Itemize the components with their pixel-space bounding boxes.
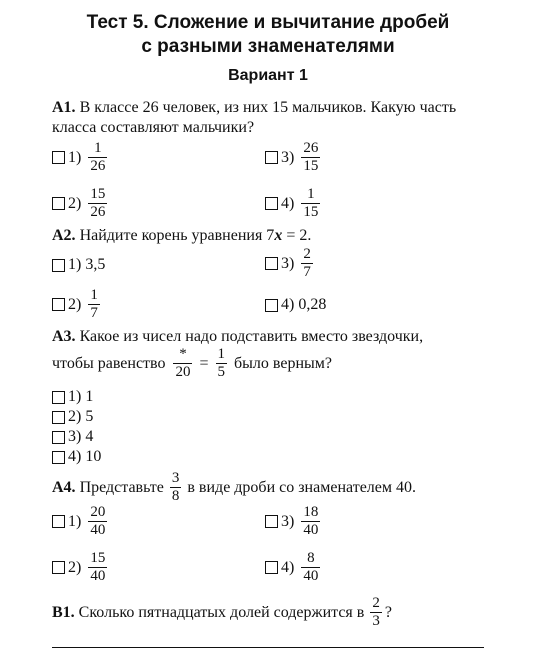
question-a4-label: А4. [52, 478, 76, 496]
variant-heading: Вариант 1 [228, 67, 308, 84]
checkbox[interactable] [265, 151, 278, 164]
a1-option-2[interactable] [52, 186, 110, 221]
numerator: 1 [307, 186, 315, 202]
denominator: 40 [90, 522, 106, 538]
question-a1 [52, 98, 456, 118]
denominator: 40 [90, 568, 106, 584]
question-a1-text-1: В классе 26 человек, из них 15 мальчиков. Какую часть [79, 99, 457, 116]
question-a2-text-end: = 2. [282, 227, 312, 244]
fraction [301, 550, 320, 585]
fraction [88, 287, 100, 322]
fraction [88, 550, 107, 585]
denominator: 15 [303, 158, 319, 174]
checkbox[interactable] [265, 197, 278, 210]
denominator: 7 [90, 305, 98, 321]
numerator: 8 [307, 550, 315, 566]
numerator: 1 [217, 346, 226, 362]
option-number: 4) [281, 296, 295, 313]
option-number: 4) [281, 194, 295, 212]
checkbox[interactable] [52, 259, 65, 272]
option-value: 5 [85, 408, 94, 425]
denominator: 26 [90, 158, 106, 174]
question-b1 [52, 595, 392, 630]
numerator: * [179, 346, 187, 362]
question-a3-text-2-start: чтобы равенство [52, 354, 166, 372]
option-number: 1) [68, 388, 82, 405]
checkbox[interactable] [52, 431, 65, 444]
test-title-line-2: с разными знаменателями [141, 36, 395, 57]
option-value: 3,5 [85, 256, 106, 273]
numerator: 1 [90, 287, 98, 303]
a3-option-2[interactable] [52, 408, 93, 426]
denominator: 20 [175, 364, 191, 380]
question-b1-label: В1. [52, 603, 75, 621]
option-number: 2) [68, 408, 82, 425]
numerator: 2 [372, 595, 380, 611]
option-number: 3) [281, 148, 295, 166]
question-a1-label: А1. [52, 99, 76, 116]
option-number: 3) [281, 512, 295, 530]
checkbox[interactable] [265, 515, 278, 528]
denominator: 7 [303, 264, 311, 280]
a4-option-2[interactable] [52, 550, 110, 585]
numerator: 15 [90, 550, 106, 566]
denominator: 5 [217, 364, 226, 380]
a4-option-1[interactable] [52, 504, 110, 539]
option-value: 0,28 [298, 296, 327, 313]
fraction-one-fifth [216, 346, 228, 381]
option-number: 4) [281, 558, 295, 576]
numerator: 1 [94, 140, 102, 156]
option-value: 4 [85, 428, 94, 445]
question-a2-label: А2. [52, 227, 76, 244]
checkbox[interactable] [265, 561, 278, 574]
fraction [301, 140, 320, 175]
numerator: 15 [90, 186, 106, 202]
checkbox[interactable] [265, 299, 278, 312]
a2-option-2[interactable] [52, 287, 103, 322]
option-number: 2) [68, 194, 82, 212]
fraction-two-thirds [370, 595, 382, 630]
option-number: 3) [68, 428, 82, 445]
option-number: 2) [68, 295, 82, 313]
numerator: 3 [171, 470, 180, 486]
a4-option-3[interactable] [265, 504, 323, 539]
variable-x: x [274, 227, 283, 244]
question-a3-label: А3. [52, 328, 76, 345]
denominator: 3 [372, 613, 380, 629]
question-b1-text-start: Сколько пятнадцатых долей содержится в [78, 603, 365, 621]
option-number: 2) [68, 558, 82, 576]
denominator: 8 [171, 488, 180, 504]
fraction-star-over-20 [173, 346, 192, 381]
option-number: 3) [281, 254, 295, 272]
checkbox[interactable] [52, 411, 65, 424]
a3-option-1[interactable] [52, 388, 93, 406]
a2-option-1[interactable] [52, 256, 105, 274]
option-number: 1) [68, 148, 82, 166]
denominator: 26 [90, 204, 106, 220]
option-value: 10 [85, 448, 102, 465]
denominator: 15 [303, 204, 319, 220]
checkbox[interactable] [52, 151, 65, 164]
fraction [301, 246, 313, 281]
a2-option-3[interactable] [265, 246, 316, 281]
fraction [301, 504, 320, 539]
checkbox[interactable] [52, 515, 65, 528]
numerator: 18 [303, 504, 319, 520]
answer-line [52, 647, 484, 648]
numerator: 2 [303, 246, 311, 262]
numerator: 20 [90, 504, 106, 520]
question-a4-text-end: в виде дроби со знаменателем 40. [187, 478, 416, 496]
question-a2-text: Найдите корень уравнения 7 [79, 227, 275, 244]
fraction [88, 140, 107, 175]
denominator: 40 [303, 522, 319, 538]
fraction [301, 186, 320, 221]
question-a4 [52, 470, 416, 505]
a2-option-4[interactable] [265, 296, 326, 314]
question-a3-equation-line [52, 346, 332, 381]
a3-option-3[interactable] [52, 428, 93, 446]
a1-option-1[interactable] [52, 140, 110, 175]
question-a3-text-1: Какое из чисел надо подставить вместо звездочки, [79, 328, 424, 345]
question-a2 [52, 226, 311, 246]
question-b1-text-end: ? [384, 603, 392, 621]
option-value: 1 [85, 388, 94, 405]
question-a3-text-2-end: было верным? [234, 354, 332, 372]
question-a4-text-start: Представьте [79, 478, 164, 496]
a3-option-4[interactable] [52, 448, 101, 466]
a4-option-4[interactable] [265, 550, 323, 585]
equals-sign: = [199, 354, 209, 372]
fraction [88, 504, 107, 539]
checkbox[interactable] [52, 298, 65, 311]
checkbox[interactable] [52, 561, 65, 574]
a1-option-4[interactable] [265, 186, 323, 221]
checkbox[interactable] [52, 391, 65, 404]
question-a3 [52, 327, 423, 347]
fraction-three-eighths [170, 470, 182, 505]
option-number: 1) [68, 512, 82, 530]
option-number: 1) [68, 256, 82, 273]
checkbox[interactable] [52, 197, 65, 210]
a1-option-3[interactable] [265, 140, 323, 175]
checkbox[interactable] [52, 451, 65, 464]
denominator: 40 [303, 568, 319, 584]
question-a1-text-2: класса составляют мальчики? [52, 119, 255, 136]
fraction [88, 186, 107, 221]
numerator: 26 [303, 140, 319, 156]
option-number: 4) [68, 448, 82, 465]
test-title-line-1: Тест 5. Сложение и вычитание дробей [86, 12, 450, 33]
checkbox[interactable] [265, 257, 278, 270]
